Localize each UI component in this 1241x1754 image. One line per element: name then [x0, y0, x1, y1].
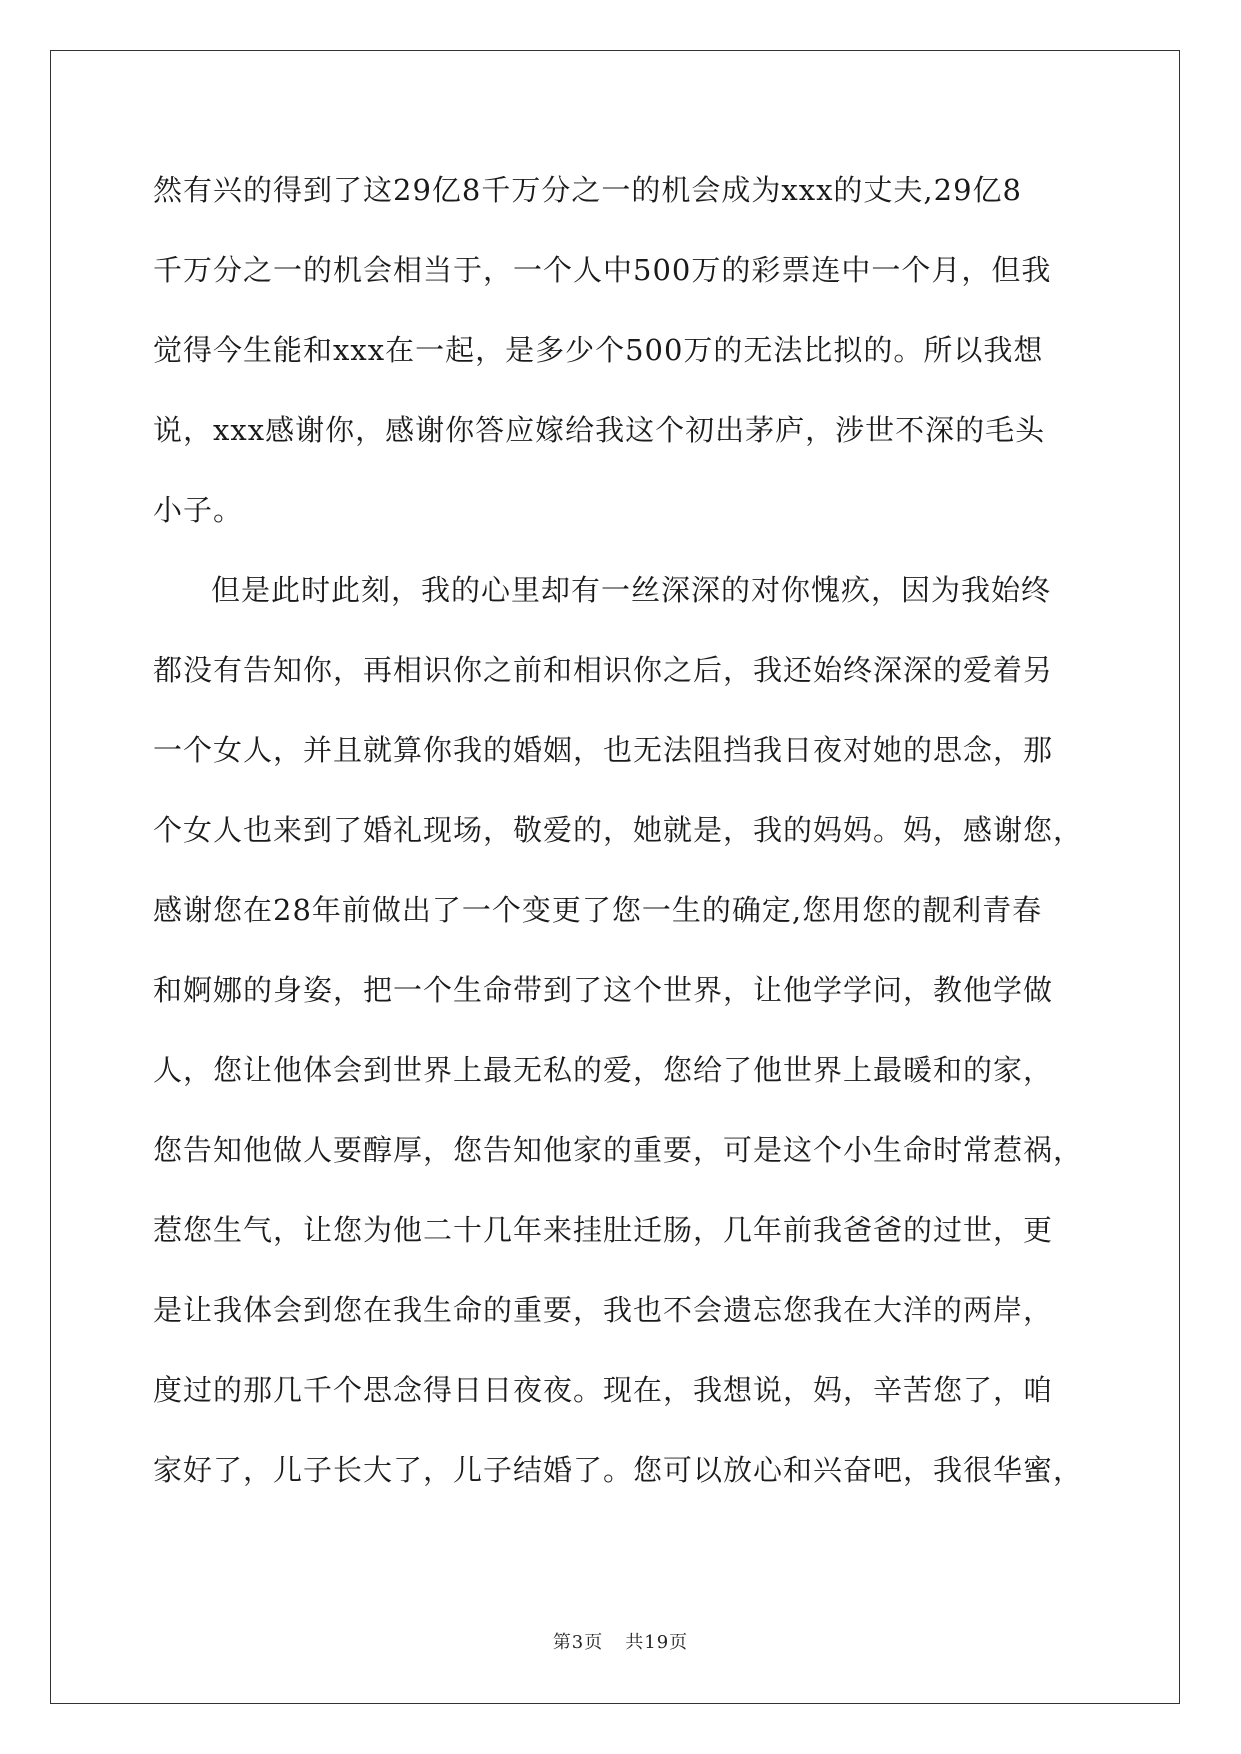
text-line: 一个女人，并且就算你我的婚姻，也无法阻挡我日夜对她的思念，那	[153, 733, 1054, 767]
text-line: 是让我体会到您在我生命的重要，我也不会遗忘您我在大洋的两岸，	[153, 1293, 1054, 1327]
page-total: 共19页	[625, 1632, 689, 1653]
text-line: 度过的那几千个思念得日日夜夜。现在，我想说，妈，辛苦您了，咱	[153, 1373, 1054, 1407]
text-line: 家好了，儿子长大了，儿子结婚了。您可以放心和兴奋吧，我很华蜜，	[153, 1453, 1084, 1487]
document-body	[153, 160, 1088, 1520]
page-footer	[0, 1628, 1241, 1654]
text-line: 然有兴的得到了这29亿8千万分之一的机会成为xxx的丈夫,29亿8	[153, 173, 1022, 207]
text-line: 人，您让他体会到世界上最无私的爱，您给了他世界上最暖和的家，	[153, 1053, 1054, 1087]
text-line: 都没有告知你，再相识你之前和相识你之后，我还始终深深的爱着另	[153, 653, 1054, 687]
text-line: 千万分之一的机会相当于，一个人中500万的彩票连中一个月，但我	[153, 253, 1052, 287]
text-line: 感谢您在28年前做出了一个变更了您一生的确定,您用您的靓利青春	[153, 893, 1043, 927]
paragraph-start-line: 但是此时此刻，我的心里却有一丝深深的对你愧疚，因为我始终	[211, 573, 1052, 607]
text-line: 个女人也来到了婚礼现场，敬爱的，她就是，我的妈妈。妈，感谢您，	[153, 813, 1084, 847]
text-line: 说，xxx感谢你，感谢你答应嫁给我这个初出茅庐，涉世不深的毛头	[153, 413, 1046, 447]
text-line: 觉得今生能和xxx在一起，是多少个500万的无法比拟的。所以我想	[153, 333, 1044, 367]
text-line: 和婀娜的身姿，把一个生命带到了这个世界，让他学学问，教他学做	[153, 973, 1054, 1007]
text-line: 您告知他做人要醇厚，您告知他家的重要，可是这个小生命时常惹祸，	[153, 1133, 1084, 1167]
page-number: 第3页	[552, 1632, 604, 1653]
text-line: 小子。	[153, 493, 244, 527]
text-line: 惹您生气，让您为他二十几年来挂肚迁肠，几年前我爸爸的过世，更	[153, 1213, 1054, 1247]
